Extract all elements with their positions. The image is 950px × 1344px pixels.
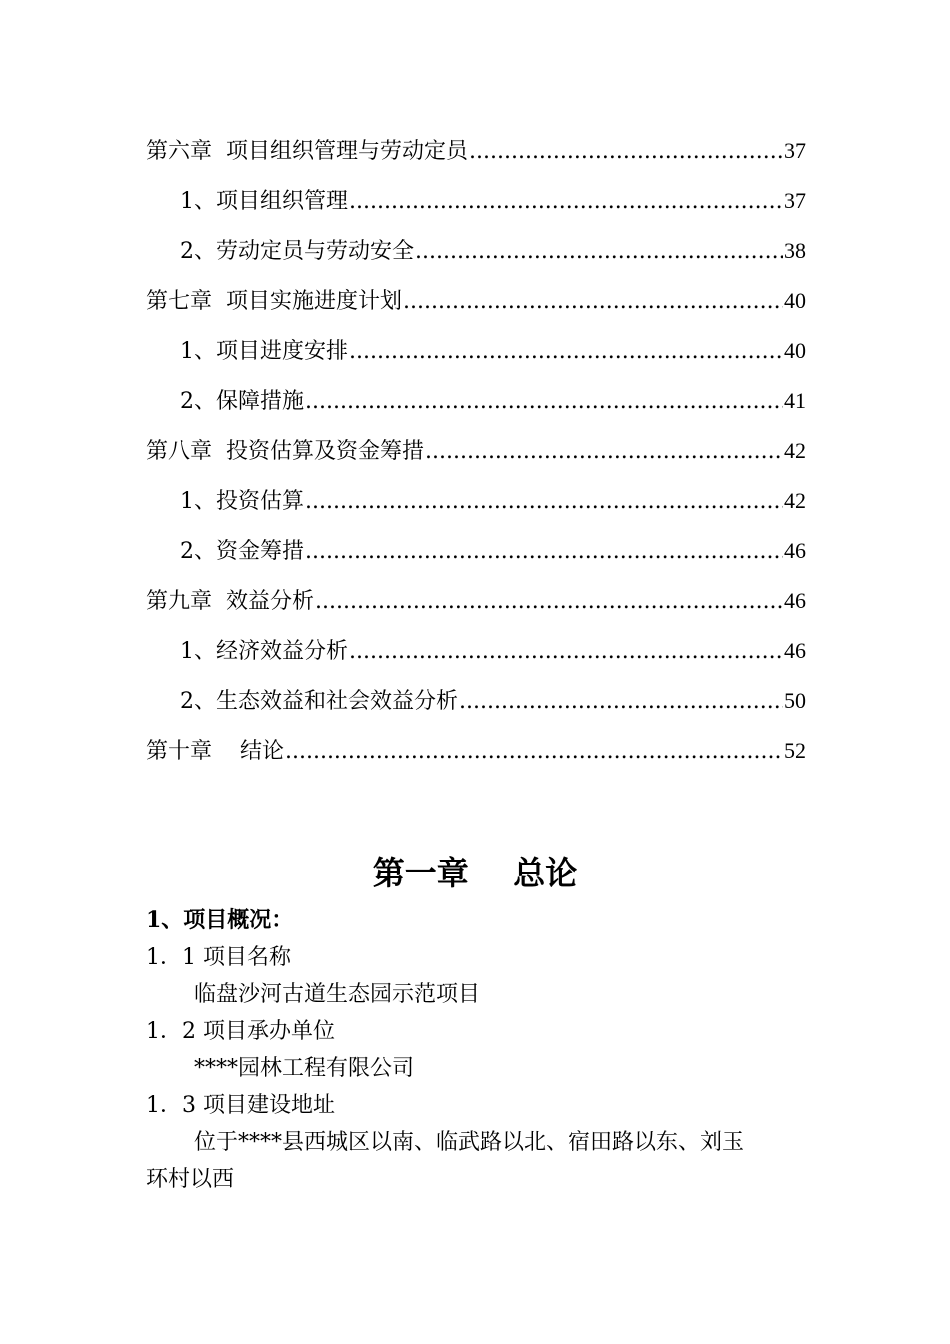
toc-entry-label: 1、项目进度安排 (180, 339, 348, 364)
toc-dot-leader (349, 327, 783, 377)
toc-entry[interactable] (146, 326, 806, 376)
toc-entry-page: 50 (784, 688, 806, 713)
toc-entry-label: 2、生态效益和社会效益分析 (180, 689, 458, 714)
toc-entry[interactable] (146, 476, 806, 526)
item-value: ****园林工程有限公司 (194, 1056, 415, 1081)
toc-entry-page: 52 (784, 738, 806, 763)
toc-entry-label: 1、经济效益分析 (180, 639, 348, 664)
toc-entry-page: 41 (784, 388, 806, 413)
toc-entry-page: 38 (784, 238, 806, 263)
toc-entry-page: 40 (784, 338, 806, 363)
toc-entry[interactable] (146, 426, 806, 476)
item-label: 1．2 项目承办单位 (146, 1019, 335, 1044)
toc-entry[interactable] (146, 526, 806, 576)
section-heading: 1、项目概况： (146, 907, 294, 933)
toc-entry-label: 1、投资估算 (180, 489, 304, 514)
toc-entry-label: 2、资金筹措 (180, 539, 304, 564)
toc-entry-page: 46 (784, 538, 806, 563)
item-value-continued: 环村以西 (146, 1167, 235, 1192)
toc-dot-leader (315, 577, 783, 627)
toc-entry[interactable] (146, 276, 806, 326)
toc-entry-page: 40 (784, 288, 806, 313)
toc-entry[interactable] (146, 726, 806, 776)
toc-entry-label: 第六章 项目组织管理与劳动定员 (146, 139, 468, 164)
toc-dot-leader (285, 727, 783, 777)
toc-entry-label: 1、项目组织管理 (180, 189, 348, 214)
item-label: 1．3 项目建设地址 (146, 1093, 335, 1118)
toc-entry-label: 2、保障措施 (180, 389, 304, 414)
toc-dot-leader (305, 377, 783, 427)
toc-entry[interactable] (146, 626, 806, 676)
toc-entry-page: 42 (784, 438, 806, 463)
toc-dot-leader (459, 677, 783, 727)
toc-entry-page: 37 (784, 188, 806, 213)
toc-entry[interactable] (146, 226, 806, 276)
toc-entry[interactable] (146, 126, 806, 176)
toc-entry-page: 46 (784, 588, 806, 613)
toc-entry[interactable] (146, 576, 806, 626)
toc-entry-page: 42 (784, 488, 806, 513)
toc-dot-leader (425, 427, 783, 477)
toc-dot-leader (305, 527, 783, 577)
toc-entry[interactable] (146, 176, 806, 226)
toc-dot-leader (349, 627, 783, 677)
item-value: 临盘沙河古道生态园示范项目 (194, 982, 481, 1007)
item-value: 位于****县西城区以南、临武路以北、宿田路以东、刘玉 (194, 1130, 745, 1155)
toc-entry-label: 第九章 效益分析 (146, 589, 314, 614)
toc-entry-page: 46 (784, 638, 806, 663)
toc-dot-leader (305, 477, 783, 527)
toc-dot-leader (349, 177, 783, 227)
toc-dot-leader (415, 227, 783, 277)
toc-entry-page: 37 (784, 138, 806, 163)
toc-entry-label: 第七章 项目实施进度计划 (146, 289, 402, 314)
toc-entry-label: 第八章 投资估算及资金筹措 (146, 439, 424, 464)
item-label: 1．1 项目名称 (146, 945, 291, 970)
toc-dot-leader (469, 127, 783, 177)
table-of-contents (146, 126, 806, 776)
toc-entry-label: 第十章 结论 (146, 739, 284, 764)
toc-entry[interactable] (146, 676, 806, 726)
toc-entry-label: 2、劳动定员与劳动安全 (180, 239, 414, 264)
toc-entry[interactable] (146, 376, 806, 426)
chapter-title: 第一章 总论 (372, 854, 578, 892)
toc-dot-leader (403, 277, 783, 327)
